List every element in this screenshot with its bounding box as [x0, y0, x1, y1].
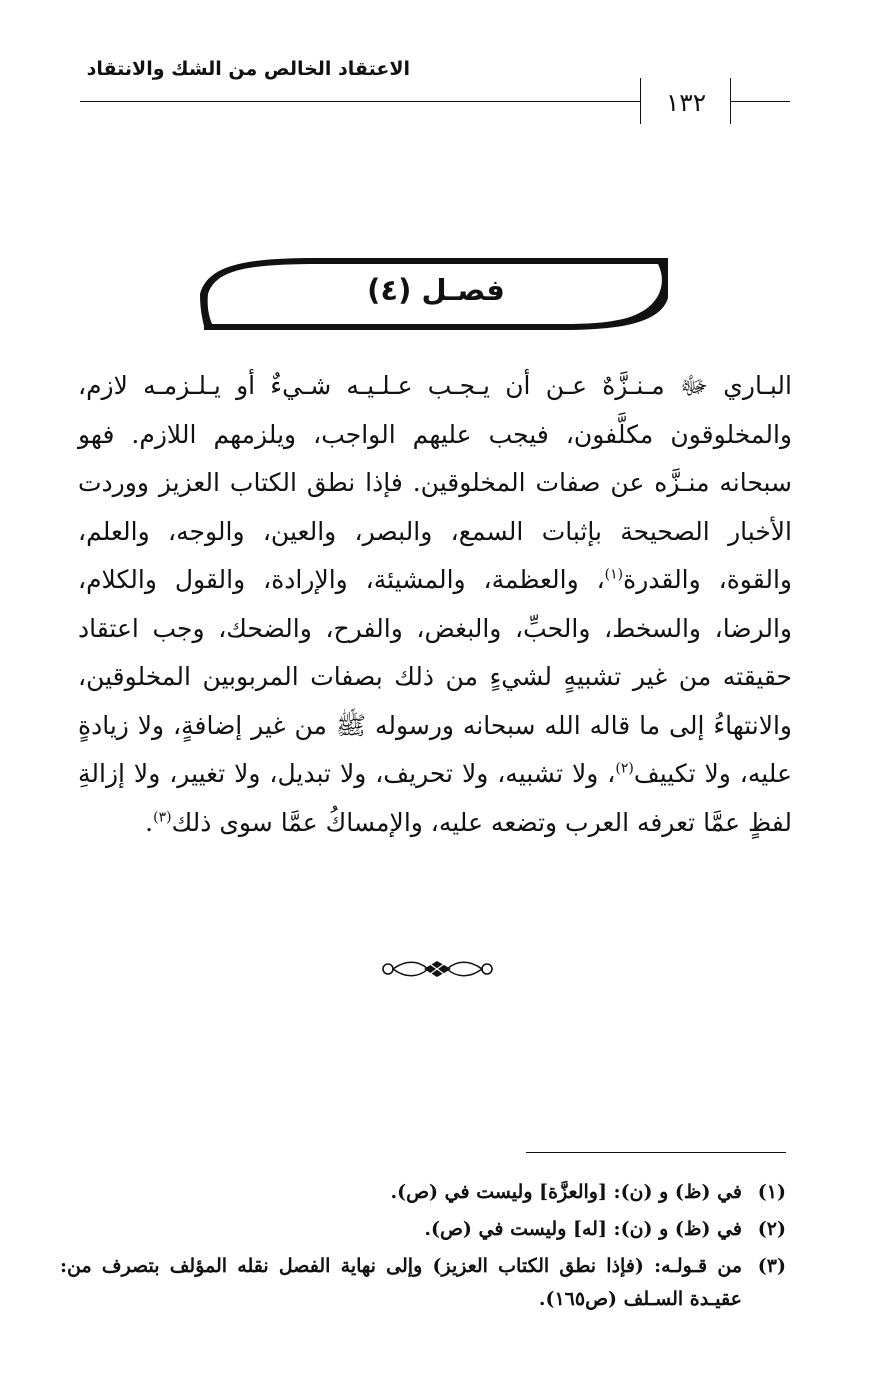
- footnote-separator: [526, 1152, 786, 1153]
- header-rule-left: [80, 101, 640, 102]
- running-header-title: الاعتقاد الخالص من الشك والانتقاد: [86, 58, 410, 80]
- header-divider-left: [640, 78, 641, 124]
- ornament-flourish-icon: [380, 956, 495, 982]
- paragraph-segment: ، والعظمة، والمشيئة، والإرادة، والقول والكلام، والرضا، والسخط، والحبِّ، والبغض، والفرح، والضحك، وجب اعتقاد حقيقته من غير تشبيهٍ لشيءٍ من ذلك بصفات المربوبين المخلوقين، والانتهاءُ إلى ما قاله الله سبحانه ورسوله ﷺ من غير إضافةٍ، ولا زيادةٍ عليه، ولا تكييف: [78, 565, 792, 788]
- footnote-text: من قـولـه: (فإذا نطق الكتاب العزيز) وإلى نهاية الفصل نقله المؤلف بتصرف من: عقيـدة السـلف (ص١٦٥).: [60, 1255, 742, 1310]
- footnote-item: [60, 1176, 786, 1209]
- paragraph-segment: .: [145, 807, 154, 837]
- chapter-banner: [198, 254, 674, 334]
- footnote-ref-3[interactable]: (٣): [153, 809, 172, 826]
- header-rule-right: [730, 101, 790, 102]
- paragraph-segment: ، ولا تشبيه، ولا تحريف، ولا تبديل، ولا تغيير، ولا إزالةِ لفظٍ عمَّا تعرفه العرب وتضعه عليه، والإمساكُ عمَّا سوى ذلك: [78, 759, 792, 837]
- paragraph-segment: البـاري ﷻ مـنـزَّهٌ عـن أن يـجـب عـلـيـه شـيءٌ أو يـلـزمـه لازم، والمخلوقون مكلَّفون، فيجب عليهم الواجب، ويلزمهم اللازم. فهو سبحانه منـزَّه عن صفات المخلوقين. فإذا نطق الكتاب العزيز ووردت الأخبار الصحيحة بإثبات السمع، والبصر، والعين، والوجه، والعلم، والقوة، والقدرة: [78, 371, 792, 594]
- footnote-number: (٢): [757, 1218, 786, 1240]
- footnote-text: في (ظ) و (ن): [له] وليست في (ص).: [424, 1218, 742, 1240]
- page-number: ١٣٢: [665, 88, 707, 117]
- footnote-ref-2[interactable]: (٢): [615, 760, 634, 777]
- footnote-number: (١): [757, 1181, 786, 1203]
- footnote-item: [60, 1250, 786, 1316]
- footnote-item: [60, 1213, 786, 1246]
- main-paragraph: [78, 362, 792, 847]
- chapter-heading: فصـل (٤): [367, 273, 505, 307]
- footnote-text: في (ظ) و (ن): [والعزَّة] وليست في (ص).: [390, 1181, 742, 1203]
- footnotes: [60, 1176, 786, 1320]
- footnote-ref-1[interactable]: (١): [604, 566, 624, 583]
- footnote-number: (٣): [757, 1255, 786, 1277]
